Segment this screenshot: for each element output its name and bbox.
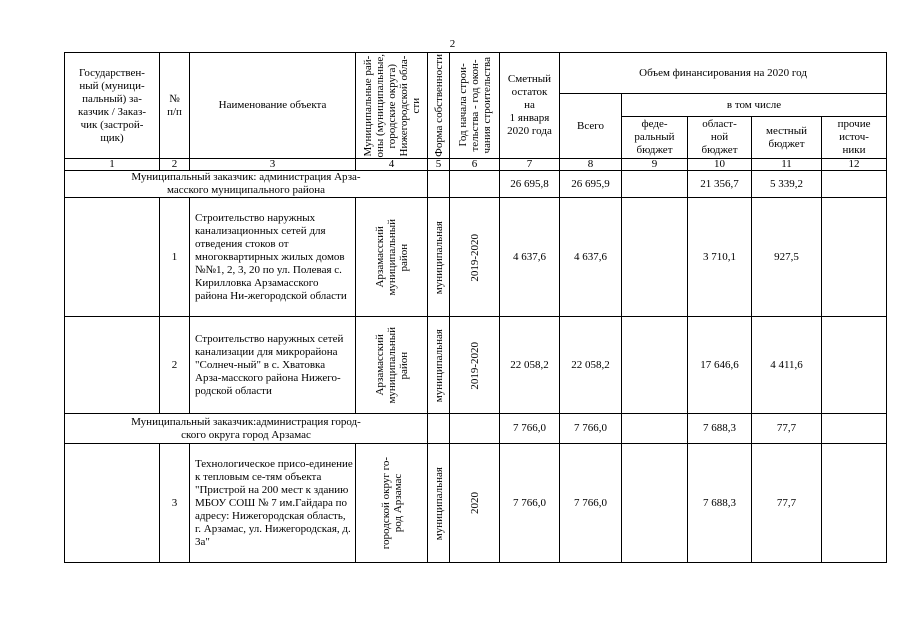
header-num: № п/п	[160, 53, 190, 159]
row-years-text: 2019-2020	[468, 341, 481, 390]
group-federal	[622, 414, 688, 444]
header-other: прочие источ- ники	[822, 117, 887, 159]
row-local: 4 411,6	[752, 317, 822, 414]
group-other	[822, 414, 887, 444]
row-estimate: 22 058,2	[500, 317, 560, 414]
row-other	[822, 198, 887, 317]
row-ownership	[428, 444, 450, 563]
row-other	[822, 317, 887, 414]
row-ownership	[428, 317, 450, 414]
group-regional: 21 356,7	[688, 171, 752, 198]
header-federal: феде- ральный бюджет	[622, 117, 688, 159]
row-num: 1	[160, 198, 190, 317]
row-name: Технологическое присо-единение к тепловым се-тям объекта "Пристрой на 200 мест к зданию МБОУ СОШ № 7 им.Гайдара по адресу: Нижегородская область, г. Арзамас, ул. Нижегородская, д. 3а"	[190, 444, 356, 563]
row-ownership-text: муниципальная	[432, 220, 445, 295]
group-estimate: 7 766,0	[500, 414, 560, 444]
column-number: 4	[356, 159, 428, 171]
header-total: Всего	[560, 94, 622, 159]
column-number: 7	[500, 159, 560, 171]
row-district-text: Арзамасский муниципальный район	[373, 327, 410, 404]
group-title: Муниципальный заказчик: администрация Арза- масского муниципального района	[65, 171, 428, 198]
row-total: 4 637,6	[560, 198, 622, 317]
group-federal	[622, 171, 688, 198]
column-number: 11	[752, 159, 822, 171]
column-number: 8	[560, 159, 622, 171]
row-regional: 3 710,1	[688, 198, 752, 317]
page-number: 2	[449, 38, 456, 50]
header-ownership	[428, 53, 450, 159]
row-federal	[622, 198, 688, 317]
column-number: 5	[428, 159, 450, 171]
row-federal	[622, 444, 688, 563]
header-ownership-text: Форма собственности	[432, 54, 445, 158]
row-district	[356, 444, 428, 563]
header-name: Наименование объекта	[190, 53, 356, 159]
group-local: 5 339,2	[752, 171, 822, 198]
group-years-cell	[450, 414, 500, 444]
row-local: 77,7	[752, 444, 822, 563]
column-number: 6	[450, 159, 500, 171]
row-ownership-text: муниципальная	[432, 466, 445, 541]
header-including: в том числе	[622, 94, 887, 117]
group-total: 26 695,9	[560, 171, 622, 198]
header-districts	[356, 53, 428, 159]
row-district-text: Арзамасский муниципальный район	[373, 219, 410, 296]
row-years-text: 2020	[468, 492, 481, 515]
row-years-text: 2019-2020	[468, 233, 481, 282]
column-numbers-row	[65, 159, 887, 171]
header-funding: Объем финансирования на 2020 год	[560, 53, 887, 94]
row-estimate: 7 766,0	[500, 444, 560, 563]
header-estimate: Сметный остаток на 1 января 2020 года	[500, 53, 560, 159]
group-row	[65, 171, 887, 198]
column-number: 9	[622, 159, 688, 171]
row-regional: 7 688,3	[688, 444, 752, 563]
row-total: 22 058,2	[560, 317, 622, 414]
column-number: 10	[688, 159, 752, 171]
row-customer-cell	[65, 444, 160, 563]
row-name: Строительство наружных сетей канализации для микрорайона "Солнеч-ный" в с. Хватовка Арза-масского района Нижего-родской области	[190, 317, 356, 414]
group-regional: 7 688,3	[688, 414, 752, 444]
row-ownership	[428, 198, 450, 317]
row-district-text: городской округ го- род Арзамас	[379, 457, 404, 550]
table-row	[65, 198, 887, 317]
row-regional: 17 646,6	[688, 317, 752, 414]
column-number: 12	[822, 159, 887, 171]
group-estimate: 26 695,8	[500, 171, 560, 198]
header-districts-text: Муниципальные рай- оны (муниципальные, городские округа) Нижегородской обла- сти	[361, 54, 422, 158]
row-years	[450, 444, 500, 563]
funding-table	[64, 52, 887, 563]
column-number: 1	[65, 159, 160, 171]
row-district	[356, 317, 428, 414]
table-row	[65, 317, 887, 414]
row-other	[822, 444, 887, 563]
group-other	[822, 171, 887, 198]
group-local: 77,7	[752, 414, 822, 444]
row-customer-cell	[65, 198, 160, 317]
row-years	[450, 198, 500, 317]
header-customer: Государствен- ный (муници- пальный) за- казчик / Заказ- чик (застрой- щик)	[65, 53, 160, 159]
group-ownership-cell	[428, 171, 450, 198]
row-local: 927,5	[752, 198, 822, 317]
row-federal	[622, 317, 688, 414]
group-row	[65, 414, 887, 444]
header-local: местный бюджет	[752, 117, 822, 159]
row-num: 3	[160, 444, 190, 563]
header-years-text: Год начала строи- тельства - год окон- чания строительства	[456, 57, 493, 154]
column-number: 2	[160, 159, 190, 171]
group-years-cell	[450, 171, 500, 198]
row-district	[356, 198, 428, 317]
row-name: Строительство наружных канализационных сетей для отведения стоков от многоквартирных жилых домов №№1, 2, 3, 20 по ул. Полевая с. Кирилловка Арзамасского района Ни-жегородской области	[190, 198, 356, 317]
header-regional: област- ной бюджет	[688, 117, 752, 159]
header-years	[450, 53, 500, 159]
group-ownership-cell	[428, 414, 450, 444]
row-customer-cell	[65, 317, 160, 414]
row-estimate: 4 637,6	[500, 198, 560, 317]
table-row	[65, 444, 887, 563]
row-ownership-text: муниципальная	[432, 328, 445, 403]
column-number: 3	[190, 159, 356, 171]
row-num: 2	[160, 317, 190, 414]
group-total: 7 766,0	[560, 414, 622, 444]
group-title: Муниципальный заказчик:администрация город- ского округа город Арзамас	[65, 414, 428, 444]
row-years	[450, 317, 500, 414]
row-total: 7 766,0	[560, 444, 622, 563]
header-row	[65, 53, 887, 94]
